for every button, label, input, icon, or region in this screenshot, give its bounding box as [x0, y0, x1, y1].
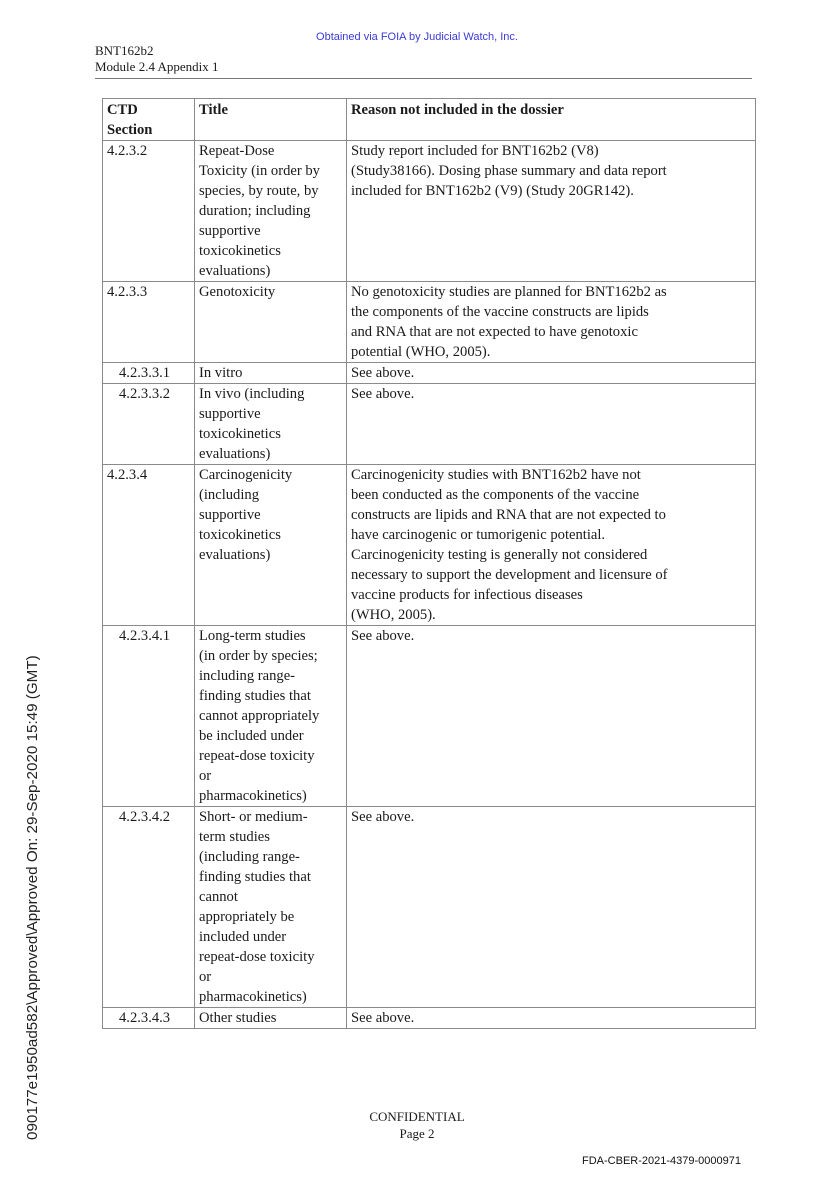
col-header-title: Title — [195, 99, 347, 141]
cell-reason: See above. — [347, 384, 756, 465]
module-name: Module 2.4 Appendix 1 — [95, 59, 219, 74]
table-row — [103, 384, 756, 465]
cell-section: 4.2.3.4.2 — [103, 807, 195, 1008]
table-row — [103, 363, 756, 384]
cell-title: Carcinogenicity (including supportive toxicokinetics evaluations) — [195, 465, 347, 626]
cell-title: Other studies — [195, 1008, 347, 1029]
page-number: Page 2 — [399, 1126, 435, 1141]
cell-reason: See above. — [347, 363, 756, 384]
table-row — [103, 1008, 756, 1029]
cell-section: 4.2.3.2 — [103, 141, 195, 282]
cell-reason: Study report included for BNT162b2 (V8) (Study38166). Dosing phase summary and data report included for BNT162b2 (V9) (Study 20GR142). — [347, 141, 756, 282]
cell-section: 4.2.3.4 — [103, 465, 195, 626]
cell-title: Long-term studies (in order by species; including range- finding studies that cannot appropriately be included under repeat-dose toxicity or pharmacokinetics) — [195, 626, 347, 807]
cell-title: In vivo (including supportive toxicokinetics evaluations) — [195, 384, 347, 465]
cell-section: 4.2.3.3 — [103, 282, 195, 363]
table-row — [103, 465, 756, 626]
table-row — [103, 282, 756, 363]
cell-section: 4.2.3.4.3 — [103, 1008, 195, 1029]
col-header-reason: Reason not included in the dossier — [347, 99, 756, 141]
page-footer — [0, 1108, 834, 1142]
foia-watermark: Obtained via FOIA by Judicial Watch, Inc. — [316, 31, 518, 43]
cell-reason: No genotoxicity studies are planned for BNT162b2 as the components of the vaccine constructs are lipids and RNA that are not expected to have genotoxic potential (WHO, 2005). — [347, 282, 756, 363]
cell-section: 4.2.3.4.1 — [103, 626, 195, 807]
product-name: BNT162b2 — [95, 43, 154, 58]
cell-reason: See above. — [347, 807, 756, 1008]
cell-title: In vitro — [195, 363, 347, 384]
cell-reason: Carcinogenicity studies with BNT162b2 have not been conducted as the components of the vaccine constructs are lipids and RNA that are not expected to have carcinogenic or tumorigenic potential. Carcinogenicity testing is generally not considered necessary to support the development and licensure of vaccine products for infectious diseases (WHO, 2005). — [347, 465, 756, 626]
header-rule — [95, 78, 752, 79]
ctd-table — [102, 98, 756, 1029]
cell-section: 4.2.3.3.2 — [103, 384, 195, 465]
document-header — [95, 43, 219, 75]
cell-reason: See above. — [347, 626, 756, 807]
cell-reason: See above. — [347, 1008, 756, 1029]
approval-stamp: 090177e1950ad582\Approved\Approved On: 29-Sep-2020 15:49 (GMT) — [24, 655, 41, 1140]
confidential-label: CONFIDENTIAL — [369, 1109, 465, 1124]
cell-section: 4.2.3.3.1 — [103, 363, 195, 384]
document-id: FDA-CBER-2021-4379-0000971 — [582, 1155, 741, 1167]
table-row — [103, 626, 756, 807]
cell-title: Genotoxicity — [195, 282, 347, 363]
table-header-row — [103, 99, 756, 141]
table-row — [103, 141, 756, 282]
col-header-ctd-section: CTD Section — [103, 99, 195, 141]
cell-title: Repeat-Dose Toxicity (in order by species, by route, by duration; including supportive toxicokinetics evaluations) — [195, 141, 347, 282]
table-row — [103, 807, 756, 1008]
cell-title: Short- or medium- term studies (including range- finding studies that cannot appropriately be included under repeat-dose toxicity or pharmacokinetics) — [195, 807, 347, 1008]
